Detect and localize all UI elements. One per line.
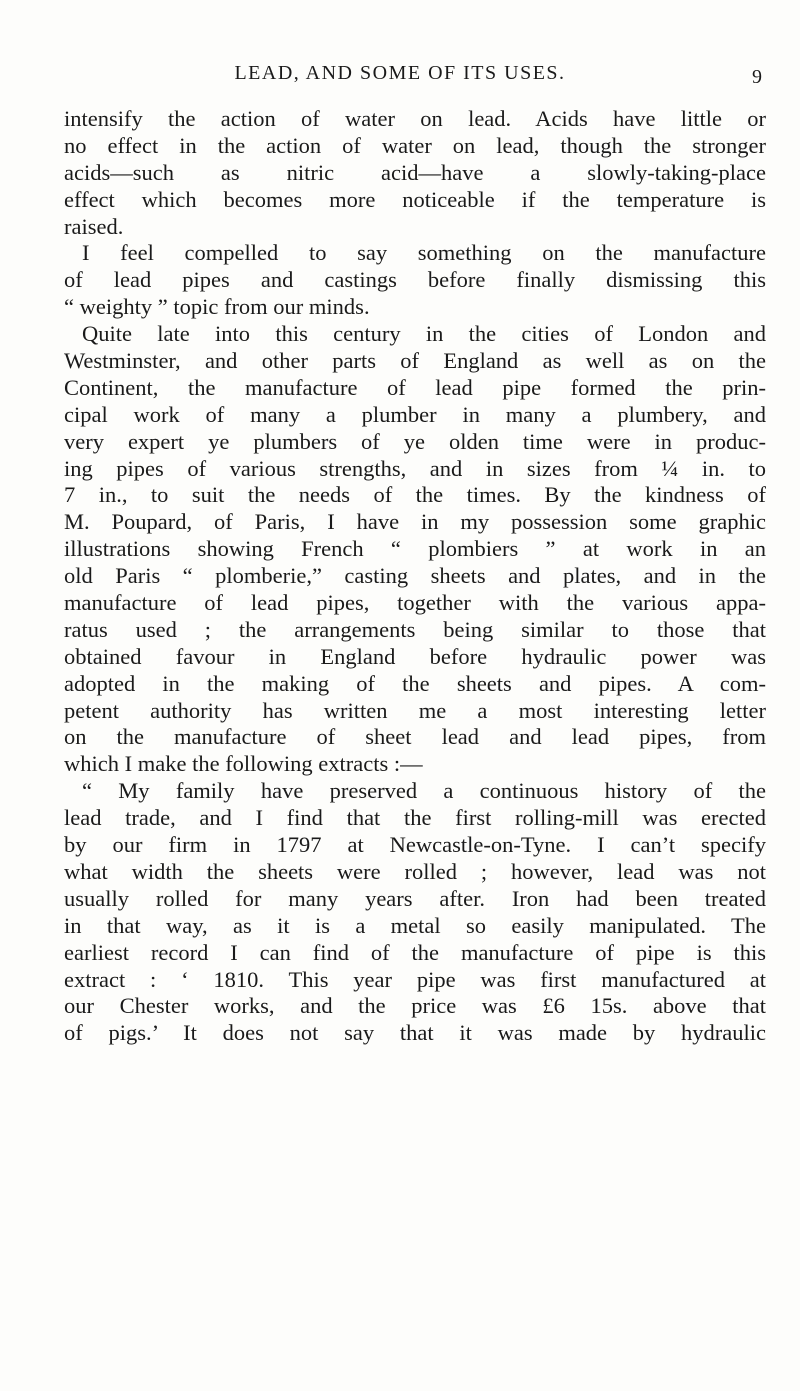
text-line: what width the sheets were rolled ; however, lead was not (64, 858, 766, 884)
text-line: “ My family have preserved a continuous history of the (82, 778, 766, 804)
text-line: usually rolled for many years after. Iron had been treated (64, 885, 766, 911)
text-line: earliest record I can find of the manufacture of pipe is this (64, 939, 766, 965)
text-line: 7 in., to suit the needs of the times. By the kindness of (64, 482, 766, 508)
text-line: acids—such as nitric acid—have a slowly-taking-place (64, 159, 766, 185)
text-line: ratus used ; the arrangements being similar to those that (64, 616, 766, 642)
text-line: intensify the action of water on lead. Acids have little or (64, 106, 766, 131)
text-line: raised. (64, 213, 124, 239)
text-line: cipal work of many a plumber in many a plumbery, and (64, 401, 766, 427)
quoted-paragraph (64, 778, 766, 1047)
text-line: in that way, as it is a metal so easily manipulated. The (64, 912, 766, 938)
text-line: M. Poupard, of Paris, I have in my possession some graphic (64, 509, 766, 535)
page-number: 9 (752, 66, 762, 88)
text-line: our Chester works, and the price was £6 15s. above that (64, 993, 766, 1019)
text-line: of pigs.’ It does not say that it was made by hydraulic (64, 1020, 766, 1046)
text-line: Westminster, and other parts of England as well as on the (64, 348, 766, 374)
text-line: no effect in the action of water on lead, though the stronger (64, 132, 766, 158)
text-line: on the manufacture of sheet lead and lead pipes, from (64, 724, 766, 750)
text-line: effect which becomes more noticeable if the temperature is (64, 186, 766, 212)
text-line: by our firm in 1797 at Newcastle-on-Tyne. I can’t specify (64, 832, 766, 858)
text-line: ing pipes of various strengths, and in sizes from ¼ in. to (64, 455, 766, 481)
text-line: very expert ye plumbers of ye olden time were in produc- (64, 428, 766, 454)
text-line: manufacture of lead pipes, together with the various appa- (64, 590, 766, 616)
text-line: petent authority has written me a most interesting letter (64, 697, 766, 723)
running-title: LEAD, AND SOME OF ITS USES. (234, 62, 566, 84)
body-text (64, 106, 766, 1047)
text-line: adopted in the making of the sheets and pipes. A com- (64, 670, 766, 696)
paragraph (64, 240, 766, 321)
paragraph (64, 321, 766, 778)
text-line: of lead pipes and castings before finally dismissing this (64, 267, 766, 293)
text-line: “ weighty ” topic from our minds. (64, 294, 370, 320)
running-head (0, 62, 800, 92)
text-line: old Paris “ plomberie,” casting sheets and plates, and in the (64, 563, 766, 589)
text-line: which I make the following extracts :— (64, 751, 423, 777)
text-line: I feel compelled to say something on the manufacture (82, 240, 766, 266)
text-line: Continent, the manufacture of lead pipe formed the prin- (64, 374, 766, 400)
paragraph (64, 106, 766, 240)
text-line: lead trade, and I find that the first rolling-mill was erected (64, 805, 766, 831)
text-line: illustrations showing French “ plombiers ” at work in an (64, 536, 766, 562)
text-line: obtained favour in England before hydraulic power was (64, 643, 766, 669)
text-line: Quite late into this century in the cities of London and (82, 321, 766, 347)
text-line: extract : ‘ 1810. This year pipe was first manufactured at (64, 966, 766, 992)
